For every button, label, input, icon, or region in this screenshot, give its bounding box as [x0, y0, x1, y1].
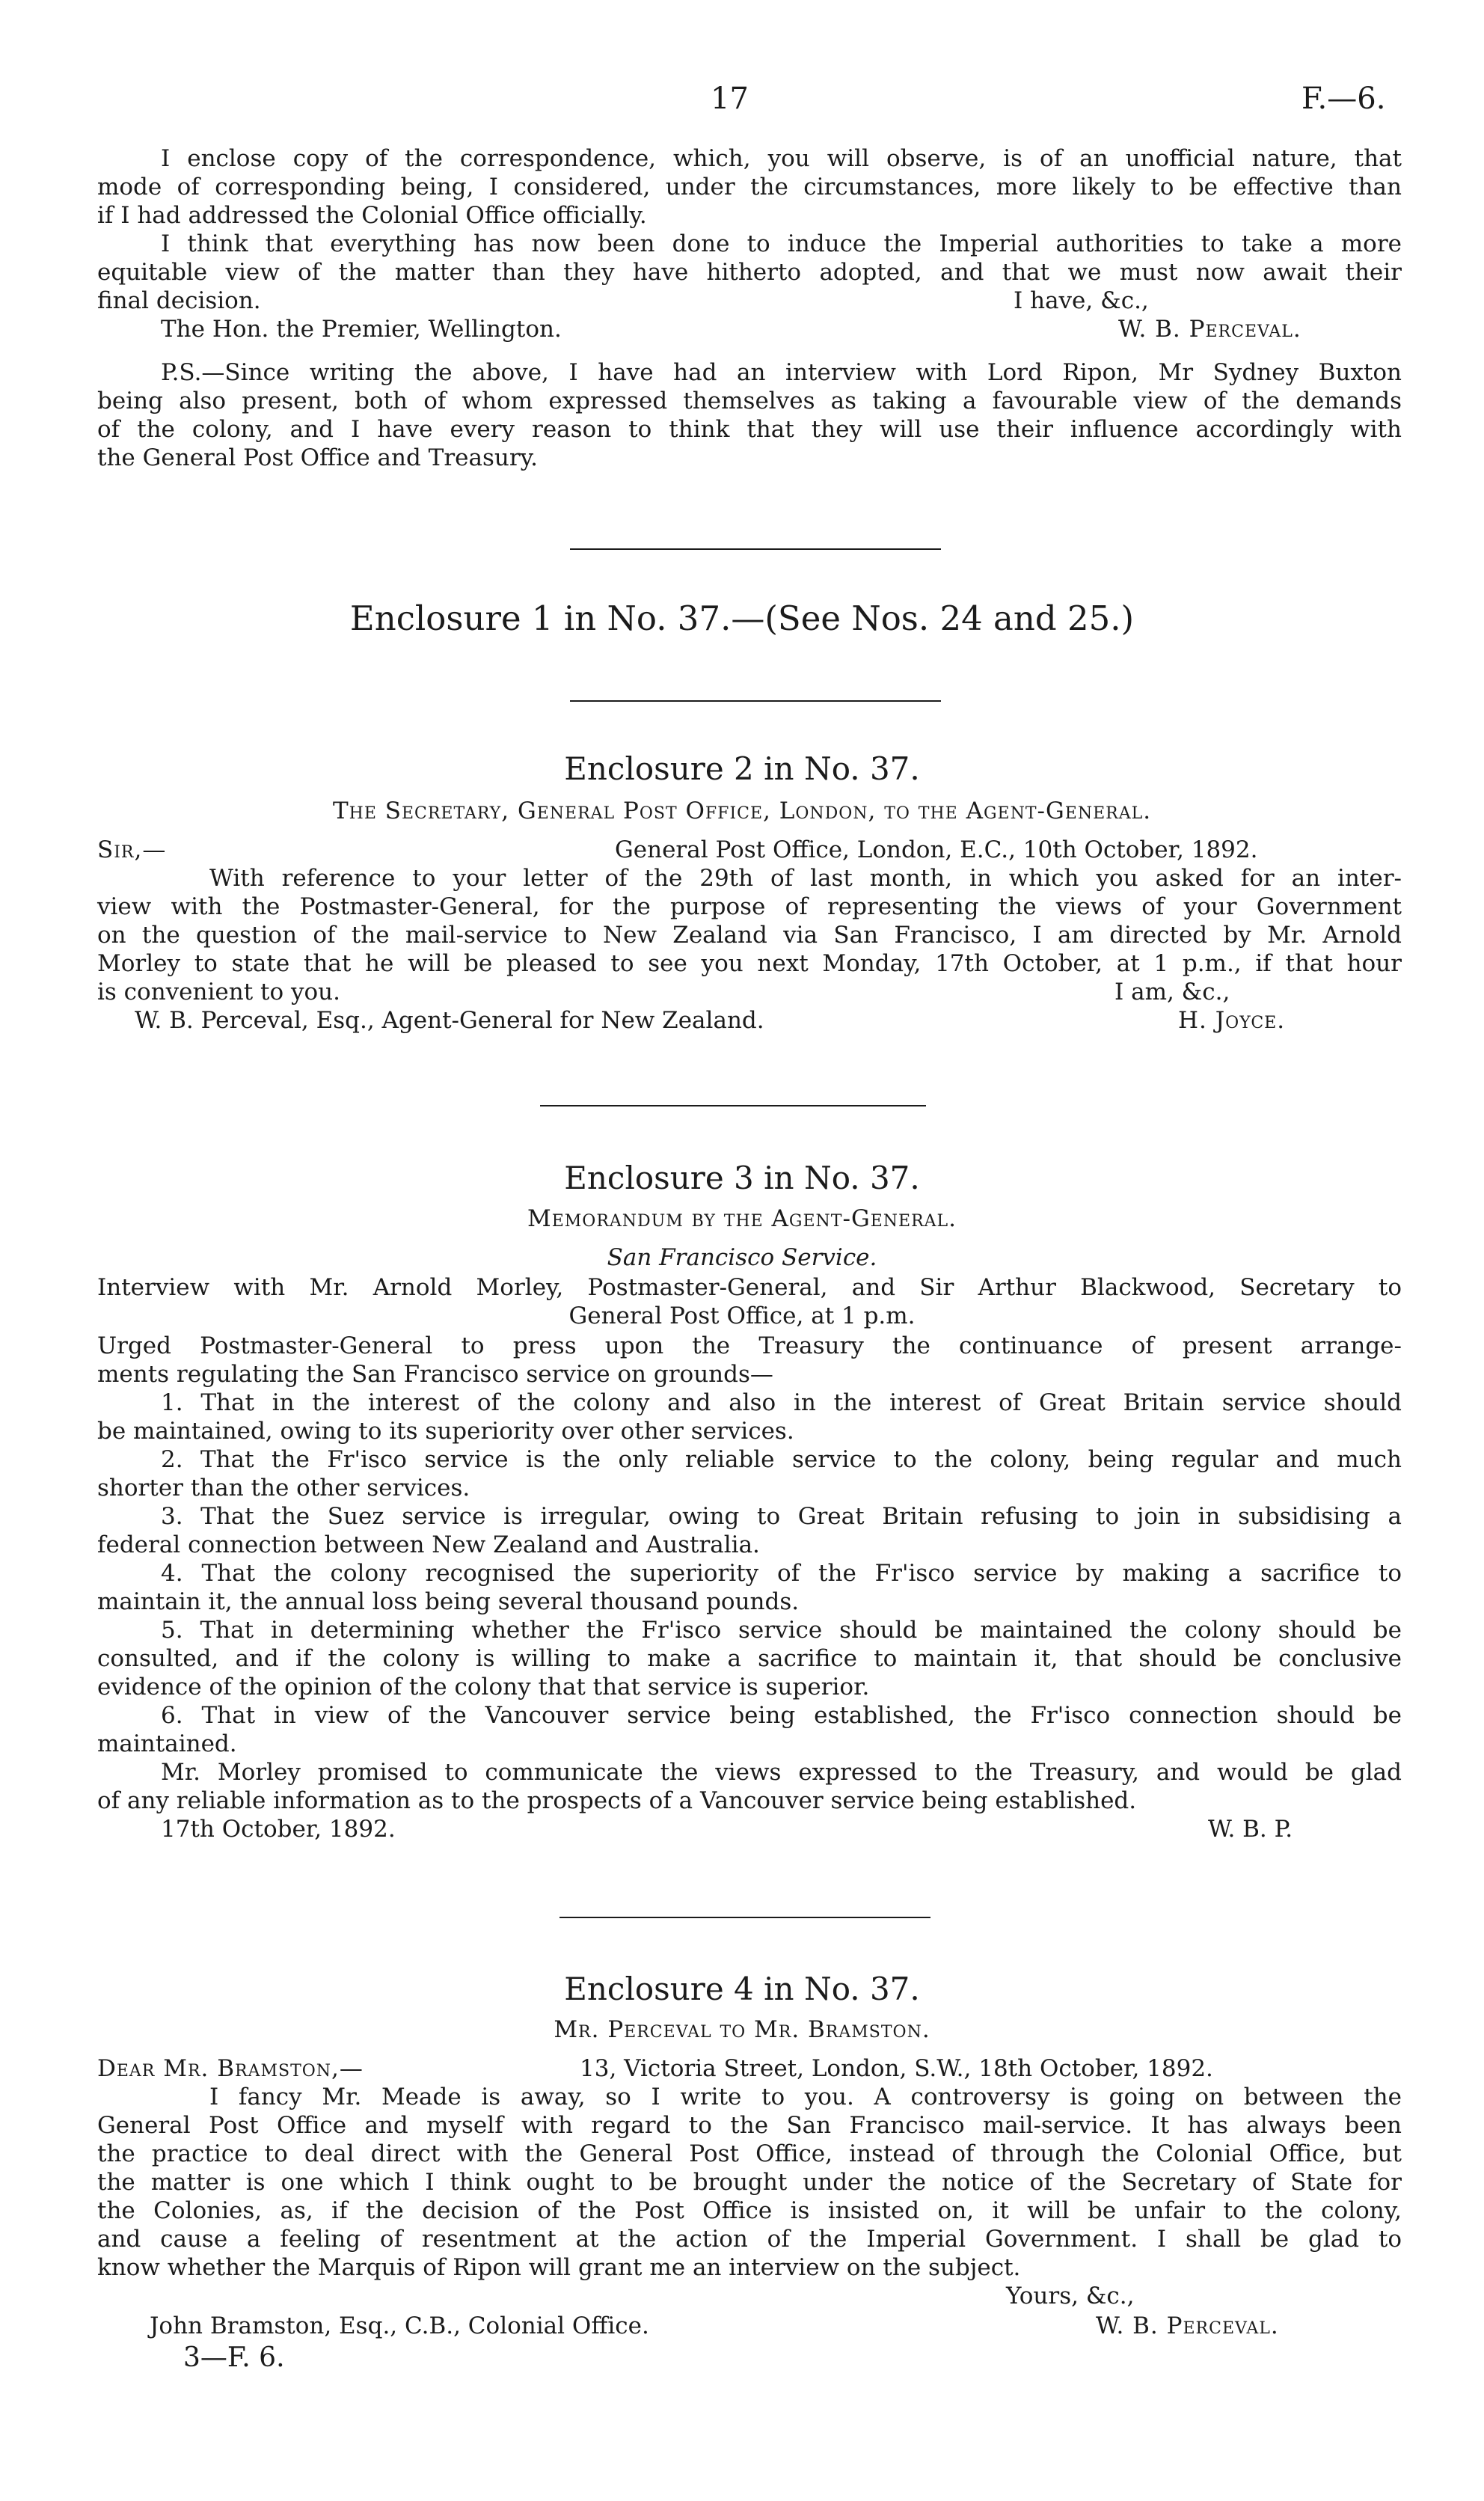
body-line: I fancy Mr. Meade is away, so I write to you. A controversy is going on between the	[209, 2084, 1402, 2110]
body-line: if I had addressed the Colonial Office officially.	[97, 202, 647, 229]
letter-closing: I have, &c.,	[1014, 287, 1149, 314]
urged-line: Urged Postmaster-General to press upon the Treasury the continuance of present arrange-	[97, 1332, 1402, 1359]
memo-date: 17th October, 1892.	[161, 1816, 396, 1843]
postscript-line: P.S.—Since writing the above, I have had an interview with Lord Ripon, Mr Sydney Buxton	[161, 359, 1402, 386]
letter-addressee: W. B. Perceval, Esq., Agent-General for New Zealand.	[135, 1007, 764, 1034]
memo-point: 2. That the Fr'isco service is the only reliable service to the colony, being regular and much	[161, 1446, 1402, 1473]
body-line: I enclose copy of the correspondence, which, you will observe, is of an unofficial nature, that	[161, 145, 1402, 172]
memo-point: be maintained, owing to its superiority over other services.	[97, 1418, 794, 1445]
letter-addressee: The Hon. the Premier, Wellington.	[161, 316, 562, 343]
section-divider	[540, 1105, 926, 1106]
memo-point: federal connection between New Zealand and Australia.	[97, 1531, 760, 1558]
body-line: is convenient to you.	[97, 979, 341, 1005]
letter-closing: Yours, &c.,	[1006, 2283, 1135, 2309]
body-line: and cause a feeling of resentment at the action of the Imperial Government. I shall be glad to	[97, 2226, 1402, 2253]
memo-point: maintain it, the annual loss being several thousand pounds.	[97, 1588, 800, 1615]
body-line: the practice to deal direct with the General Post Office, instead of through the Colonial Office, but	[97, 2140, 1402, 2167]
body-line: equitable view of the matter than they have hitherto adopted, and that we must now await their	[97, 259, 1402, 286]
memo-signature: W. B. P.	[1208, 1816, 1293, 1843]
section-heading: San Francisco Service.	[607, 1244, 877, 1271]
body-line: mode of corresponding being, I considered, under the circumstances, more likely to be effective than	[97, 174, 1402, 200]
enclosure-1-title: Enclosure 1 in No. 37.—(See Nos. 24 and 25.)	[349, 599, 1135, 638]
document-reference: F.—6.	[1301, 82, 1386, 116]
memo-line: Mr. Morley promised to communicate the views expressed to the Treasury, and would be glad	[161, 1759, 1402, 1786]
postscript-line: being also present, both of whom expressed themselves as taking a favourable view of the demands	[97, 388, 1402, 414]
memo-point: consulted, and if the colony is willing to make a sacrifice to maintain it, that should be conclusive	[97, 1645, 1402, 1672]
section-divider	[559, 1917, 930, 1918]
enclosure-3-subtitle: Memorandum by the Agent-General.	[527, 1205, 957, 1232]
urged-line: ments regulating the San Francisco service on grounds—	[97, 1361, 773, 1388]
salutation: Dear Mr. Bramston,—	[97, 2055, 364, 2082]
body-line: Morley to state that he will be pleased to see you next Monday, 17th October, at 1 p.m., if that hour	[97, 950, 1402, 977]
postscript-line: the General Post Office and Treasury.	[97, 444, 538, 471]
page-number: 17	[711, 82, 749, 116]
body-line: the Colonies, as, if the decision of the Post Office is insisted on, it will be unfair to the colony,	[97, 2197, 1402, 2224]
letter-addressee: John Bramston, Esq., C.B., Colonial Office.	[150, 2312, 649, 2339]
body-line: the matter is one which I think ought to be brought under the notice of the Secretary of State for	[97, 2169, 1402, 2196]
enclosure-3-title: Enclosure 3 in No. 37.	[564, 1160, 920, 1196]
memo-point: shorter than the other services.	[97, 1475, 470, 1501]
memo-point: 5. That in determining whether the Fr'isco service should be maintained the colony should be	[161, 1617, 1402, 1644]
enclosure-2-title: Enclosure 2 in No. 37.	[564, 750, 920, 787]
enclosure-4-subtitle: Mr. Perceval to Mr. Bramston.	[554, 2016, 930, 2043]
memo-point: evidence of the opinion of the colony that that service is superior.	[97, 1674, 870, 1701]
body-line: With reference to your letter of the 29th of last month, in which you asked for an inter-	[209, 865, 1402, 892]
interview-line: Interview with Mr. Arnold Morley, Postmaster-General, and Sir Arthur Blackwood, Secretary to	[97, 1274, 1402, 1301]
body-line: on the question of the mail-service to New Zealand via San Francisco, I am directed by Mr. Arnold	[97, 922, 1402, 949]
memo-point: 6. That in view of the Vancouver service being established, the Fr'isco connection should be	[161, 1702, 1402, 1729]
letter-signature: W. B. Perceval.	[1096, 2312, 1279, 2339]
memo-line: of any reliable information as to the prospects of a Vancouver service being established.	[97, 1787, 1137, 1814]
letter-closing: I am, &c.,	[1114, 979, 1230, 1005]
letter-signature: H. Joyce.	[1178, 1007, 1286, 1034]
memo-point: 3. That the Suez service is irregular, owing to Great Britain refusing to join in subsidising a	[161, 1503, 1402, 1530]
section-divider	[570, 548, 941, 550]
enclosure-2-subtitle: The Secretary, General Post Office, London, to the Agent-General.	[332, 798, 1152, 824]
letter-signature: W. B. Perceval.	[1118, 316, 1301, 343]
body-line: I think that everything has now been done to induce the Imperial authorities to take a more	[161, 230, 1402, 257]
sheet-mark: 3—F. 6.	[183, 2342, 285, 2373]
body-line: final decision.	[97, 287, 261, 314]
section-divider	[570, 700, 941, 702]
interview-line: General Post Office, at 1 p.m.	[568, 1302, 916, 1329]
dateline: General Post Office, London, E.C., 10th October, 1892.	[615, 836, 1258, 863]
enclosure-4-title: Enclosure 4 in No. 37.	[564, 1971, 920, 2007]
postscript-line: of the colony, and I have every reason to think that they will use their influence accordingly with	[97, 416, 1402, 443]
body-line: know whether the Marquis of Ripon will grant me an interview on the subject.	[97, 2254, 1021, 2281]
salutation: Sir,—	[97, 836, 167, 863]
memo-point: 1. That in the interest of the colony and also in the interest of Great Britain service should	[161, 1389, 1402, 1416]
body-line: General Post Office and myself with regard to the San Francisco mail-service. It has always been	[97, 2112, 1402, 2139]
dateline: 13, Victoria Street, London, S.W., 18th October, 1892.	[580, 2055, 1213, 2082]
body-line: view with the Postmaster-General, for the purpose of representing the views of your Government	[97, 893, 1402, 920]
memo-point: maintained.	[97, 1730, 237, 1757]
memo-point: 4. That the colony recognised the superiority of the Fr'isco service by making a sacrifice to	[161, 1560, 1402, 1587]
